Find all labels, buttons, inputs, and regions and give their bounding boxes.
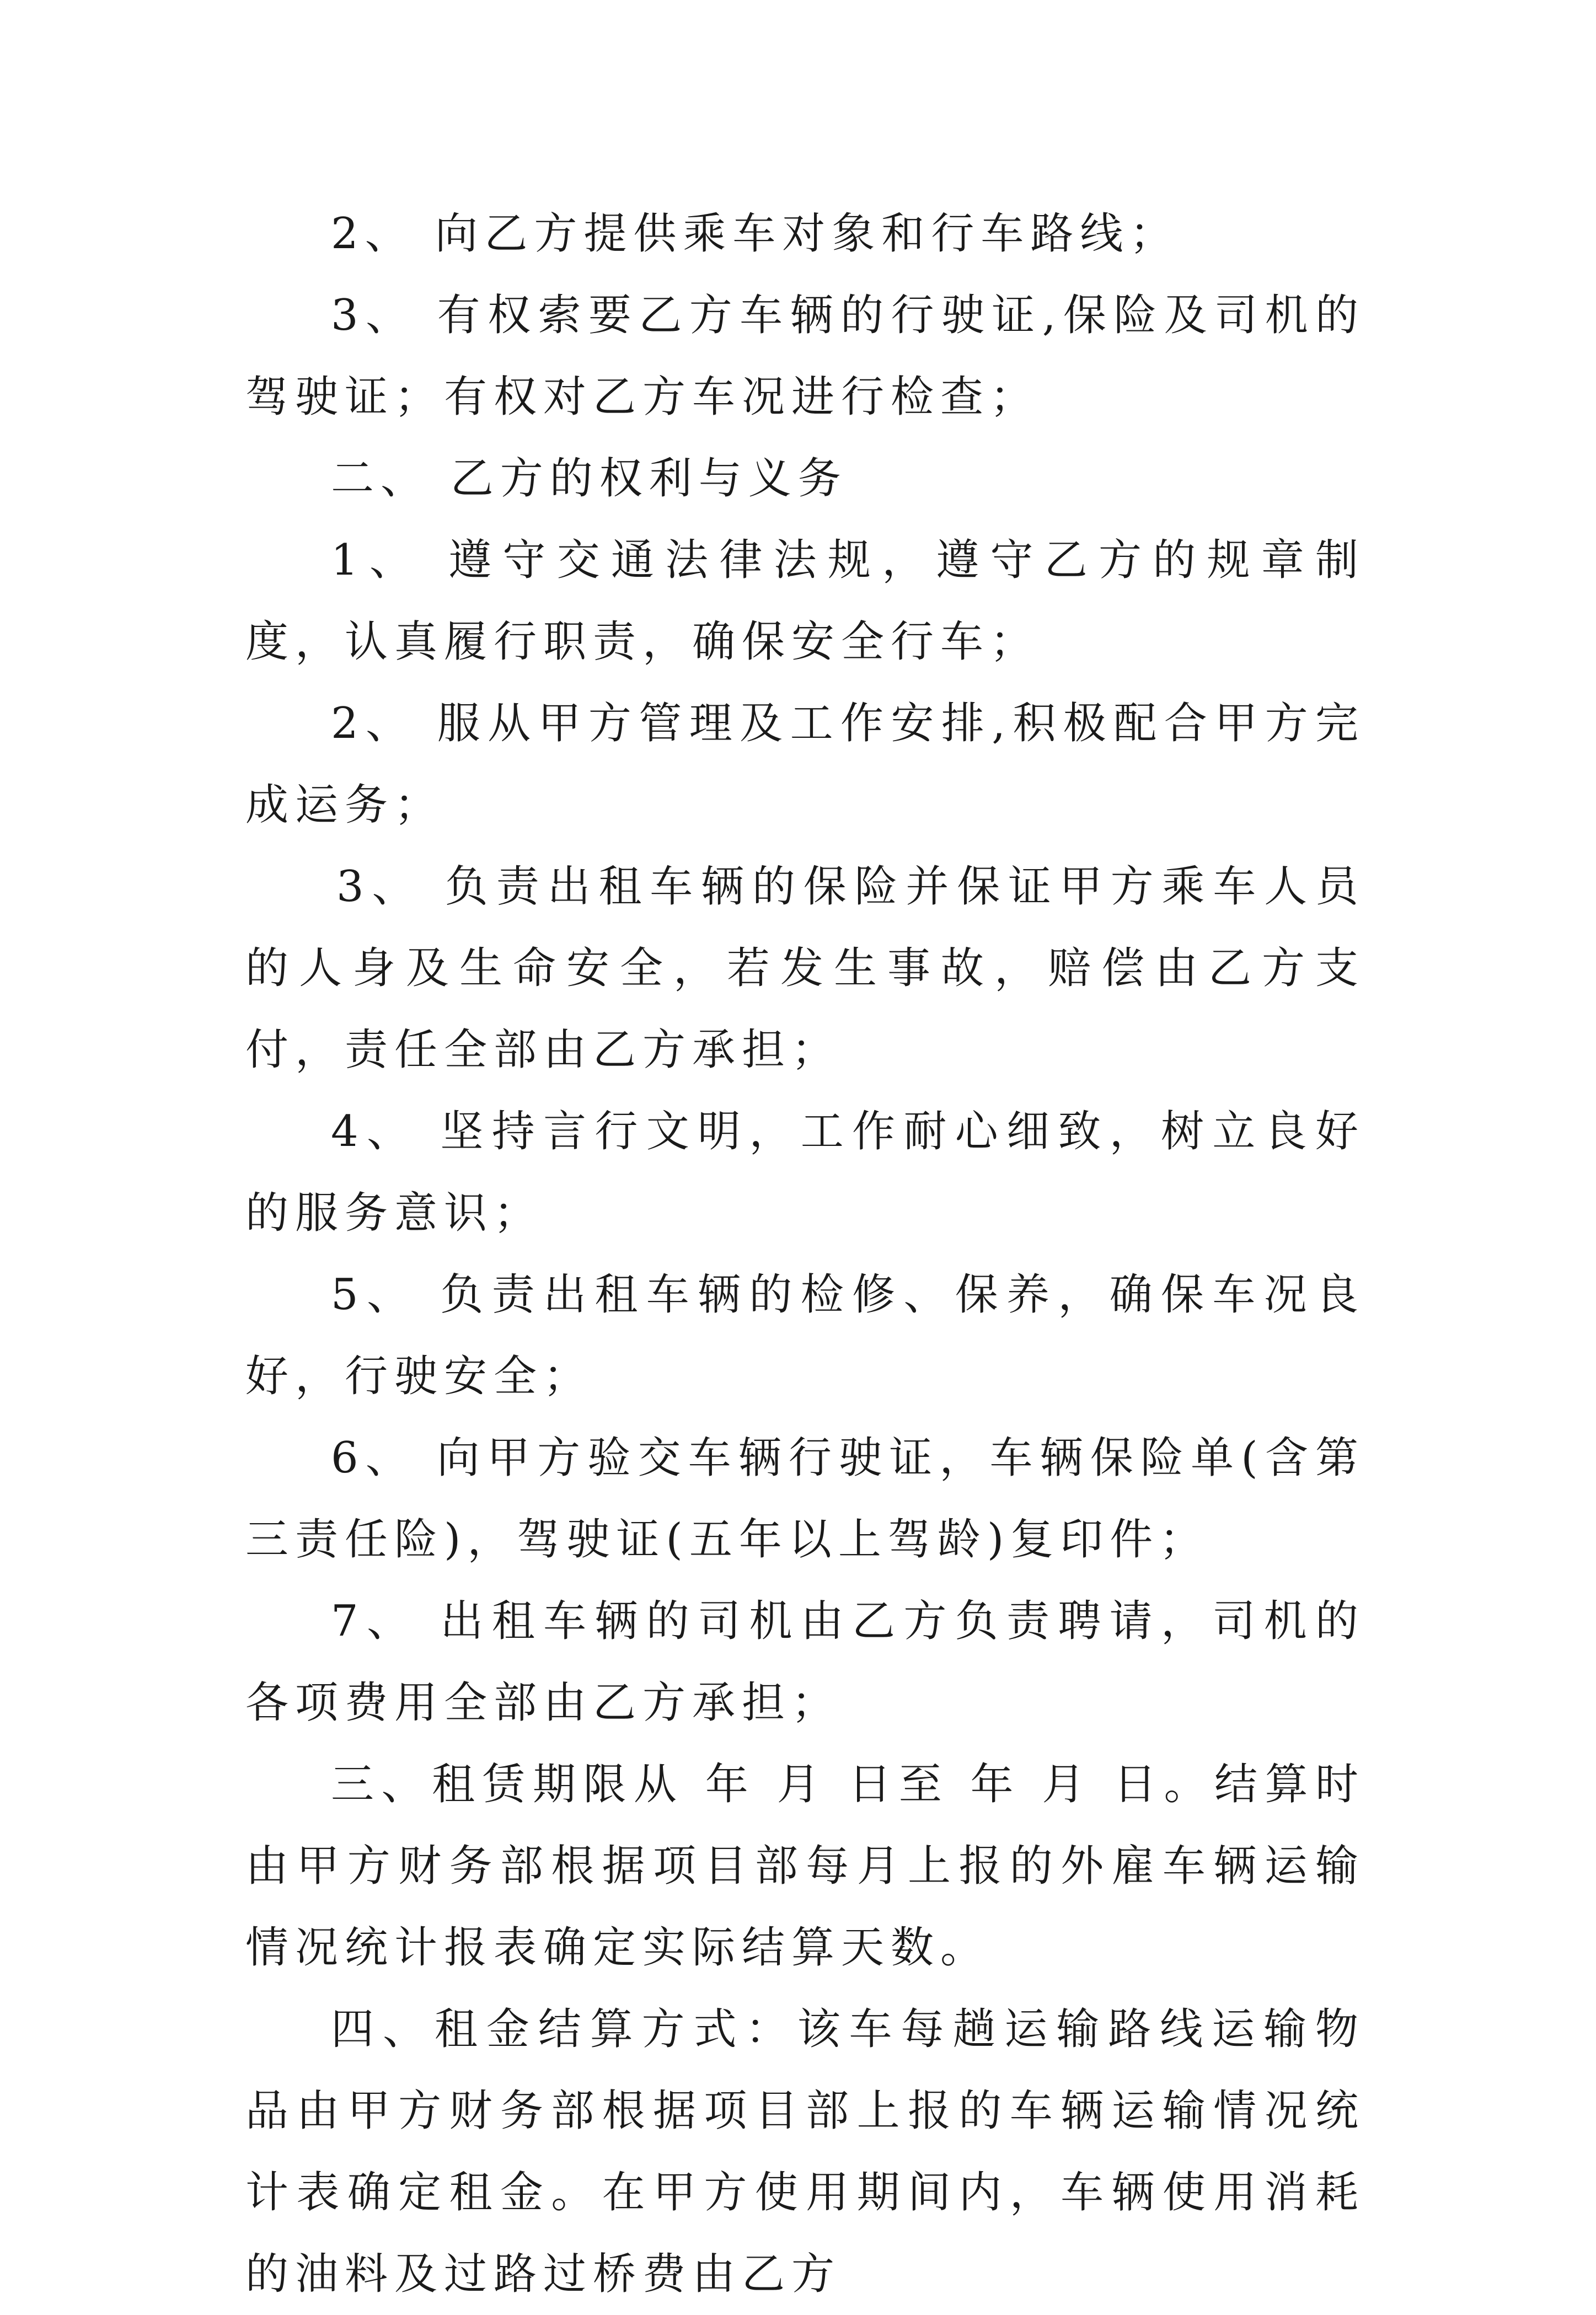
paragraph: 2、 服从甲方管理及工作安排,积极配合甲方完成运务；: [245, 699, 1365, 830]
paragraph: 5、 负责出租车辆的检修、保养，确保车况良好，行驶安全；: [245, 1270, 1365, 1401]
paragraph: 2、 向乙方提供乘车对象和行车路线；: [331, 209, 1180, 259]
paragraph: 3、 负责出租车辆的保险并保证甲方乘车人员的人身及生命安全，若发生事故，赔偿由乙方支付，责任全部由乙方承担；: [245, 862, 1365, 1075]
document-body: [245, 193, 1365, 2315]
paragraph: 三、租赁期限从 年 月 日至 年 月 日。结算时由甲方财务部根据项目部每月上报的外雇车辆运输情况统计报表确定实际结算天数。: [245, 1760, 1365, 1973]
paragraph: 7、 出租车辆的司机由乙方负责聘请，司机的各项费用全部由乙方承担；: [245, 1596, 1365, 1728]
section-heading: 二、 乙方的权利与义务: [331, 454, 848, 503]
paragraph: 4、 坚持言行文明，工作耐心细致，树立良好的服务意识；: [245, 1107, 1365, 1238]
paragraph: 四、租金结算方式：该车每趟运输路线运输物品由甲方财务部根据项目部上报的车辆运输情况统计表确定租金。在甲方使用期间内，车辆使用消耗的油料及过路过桥费由乙方: [245, 2005, 1365, 2299]
paragraph: 6、 向甲方验交车辆行驶证，车辆保险单(含第三责任险)，驾驶证(五年以上驾龄)复印件；: [245, 1433, 1365, 1564]
paragraph: 1、 遵守交通法律法规，遵守乙方的规章制度，认真履行职责，确保安全行车；: [245, 535, 1365, 667]
paragraph: 3、 有权索要乙方车辆的行驶证,保险及司机的驾驶证；有权对乙方车况进行检查；: [245, 291, 1365, 422]
